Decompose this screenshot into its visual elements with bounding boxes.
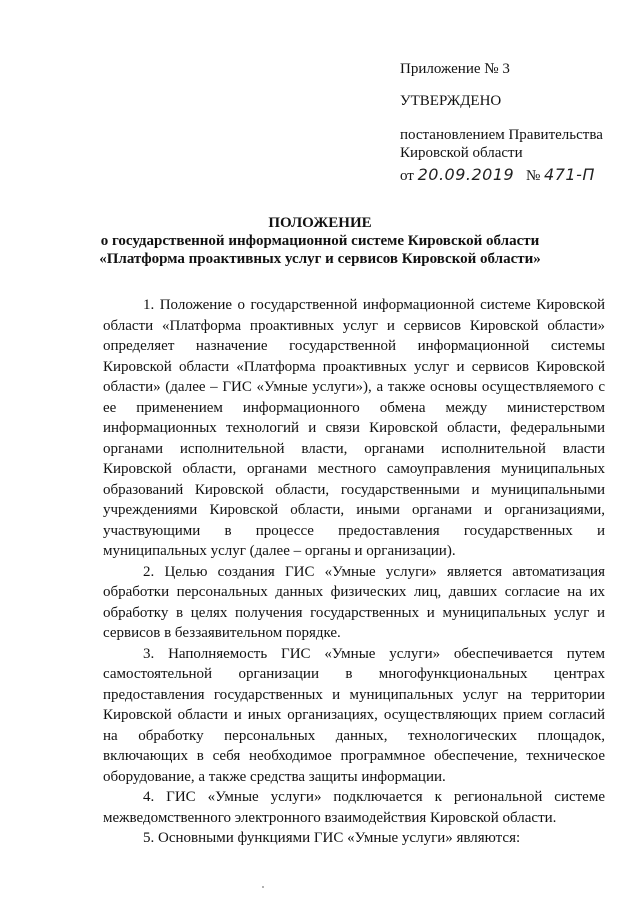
number-label: № xyxy=(525,168,541,184)
handwritten-date: 20.09.2019 xyxy=(417,165,515,184)
document-title: ПОЛОЖЕНИЕ xyxy=(268,215,372,231)
paragraph-4: 4. ГИС «Умные услуги» подключается к региональной системе межведомственного электронного взаимодействия Кировской области. xyxy=(103,789,605,826)
decree-line-2: Кировской области xyxy=(400,145,523,161)
document-body xyxy=(103,295,605,849)
paragraph-2: 2. Целью создания ГИС «Умные услуги» является автоматизация обработки персональных данных физических лиц, давших согласие на их обработку в целях получения государственных и муниципальных услуг и сервисов в беззаявительном порядке. xyxy=(103,563,605,641)
appendix-label: Приложение № 3 xyxy=(400,61,510,77)
paragraph-1: 1. Положение о государственной информационной системе Кировской области «Платформа проактивных услуг и сервисов Кировской области» определяет назначение государственной информационной системы Кировской области «Платформа проактивных услуг и сервисов Кировской области» (далее – ГИС «Умные услуги»), а также основы осуществляемого с ее применением информационного обмена между министерством информационных технологий и связи Кировской области, федеральными органами исполнительной власти, органами исполнительной власти Кировской области, органами местного самоуправления муниципальных образований Кировской области, государственными и муниципальными учреждениями Кировской области, иными органами и организациями, участвующими в процессе предоставления государственных и муниципальных услуг (далее – органы и организации). xyxy=(103,297,605,559)
approved-label: УТВЕРЖДЕНО xyxy=(400,93,502,109)
paragraph-5: 5. Основными функциями ГИС «Умные услуги» являются: xyxy=(143,830,521,846)
decree-date-line xyxy=(400,165,595,185)
document-subtitle-line-1: о государственной информационной системе Кировской области xyxy=(100,233,540,249)
decree-line-1: постановлением Правительства xyxy=(400,127,603,143)
scan-speck xyxy=(262,886,264,888)
from-label: от xyxy=(400,168,414,184)
paragraph-3: 3. Наполняемость ГИС «Умные услуги» обеспечивается путем самостоятельной организации в многофункциональных центрах предоставления государственных и муниципальных услуг на территории Кировской области и иных организациях, осуществляющих прием согласий на обработку персональных данных, технологических площадок, включающих в себя необходимое программное обеспечение, техническое оборудование, а также средства защиты информации. xyxy=(103,645,605,785)
document-subtitle-line-2: «Платформа проактивных услуг и сервисов Кировской области» xyxy=(99,251,541,267)
handwritten-number: 471-П xyxy=(544,165,595,184)
